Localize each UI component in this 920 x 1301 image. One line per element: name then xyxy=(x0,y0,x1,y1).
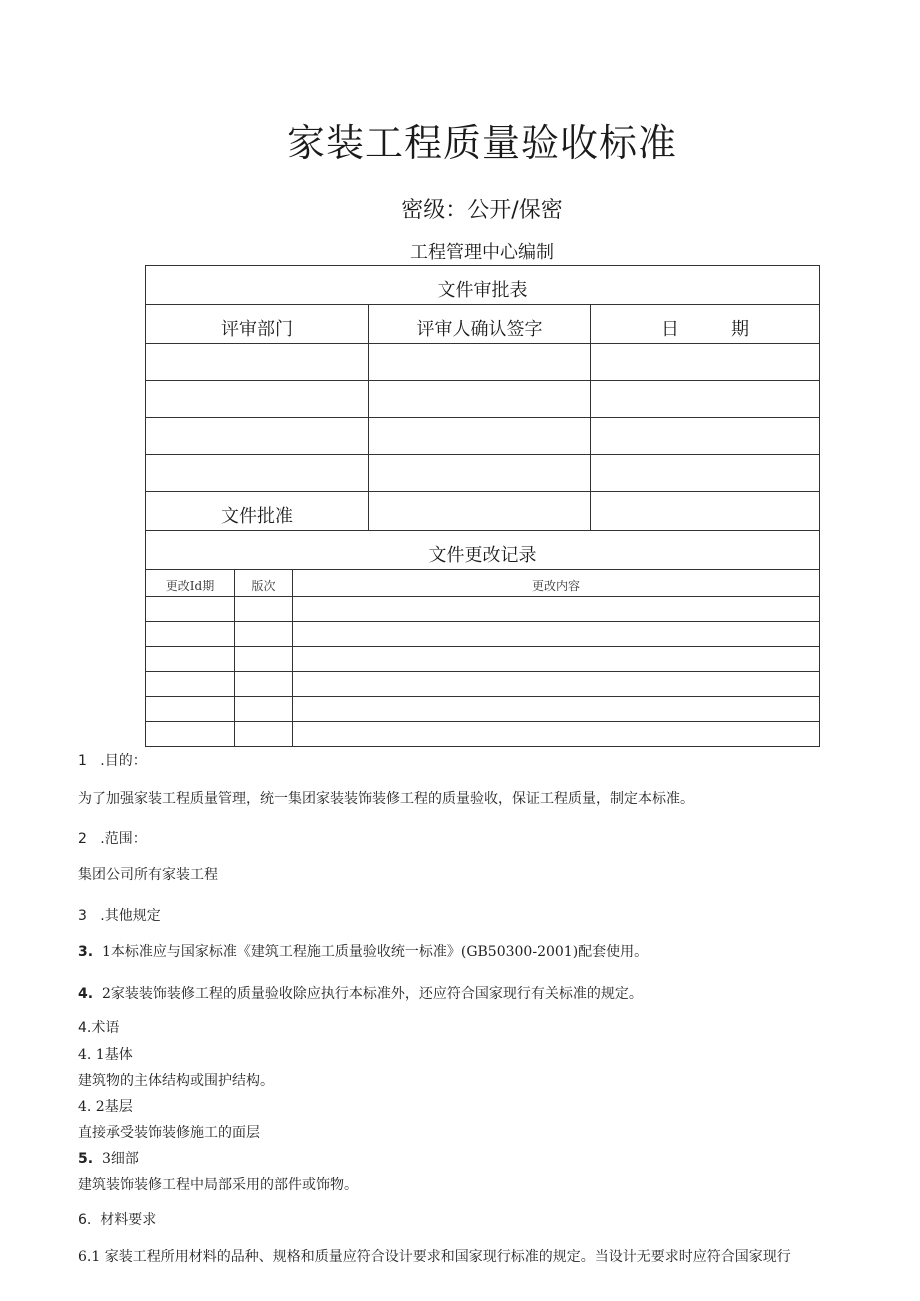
change-table-title: 文件更改记录 xyxy=(146,531,820,570)
term-4-3-text: 建筑装饰装修工程中局部采用的部件或饰物。 xyxy=(78,1177,358,1193)
change-header-row xyxy=(146,570,820,597)
approval-table-title: 文件审批表 xyxy=(146,266,820,305)
header-change-date: 更改Id期 xyxy=(146,570,235,597)
section-2-heading: 2 .范围： xyxy=(78,831,147,847)
term-4-2-text: 直接承受装饰装修施工的面层 xyxy=(78,1125,260,1141)
term-4-1-text: 建筑物的主体结构或围护结构。 xyxy=(78,1073,274,1089)
term-4-2: 4. 2基层 xyxy=(78,1099,133,1115)
header-signature: 评审人确认签字 xyxy=(369,305,591,344)
table-row xyxy=(146,344,820,381)
header-department: 评审部门 xyxy=(146,305,369,344)
section-1-heading: 1 .目的： xyxy=(78,753,147,769)
section-1-text: 为了加强家装工程质量管理，统一集团家装装饰装修工程的质量验收，保证工程质量，制定本标准。 xyxy=(78,791,694,807)
compiler-line: 工程管理中心编制 xyxy=(410,242,554,263)
header-date-char-1: 日 xyxy=(661,319,679,340)
approval-row xyxy=(146,492,820,531)
secrecy-level: 密级：公开/保密 xyxy=(401,198,563,223)
table-row xyxy=(146,697,820,722)
clause-6-1: 6.1 家装工程所用材料的品种、规格和质量应符合设计要求和国家现行标准的规定。当设计无要求时应符合国家现行 xyxy=(78,1249,791,1265)
term-4-3: 5. 3细部 xyxy=(78,1151,139,1167)
clause-3-1: 3. 1本标准应与国家标准《建筑工程施工质量验收统一标准》(GB50300-2001)配套使用。 xyxy=(78,944,649,960)
section-2-text: 集团公司所有家装工程 xyxy=(78,867,218,883)
table-row xyxy=(146,622,820,647)
table-row xyxy=(146,455,820,492)
table-row xyxy=(146,647,820,672)
header-date xyxy=(591,305,820,344)
term-4-1: 4. 1基体 xyxy=(78,1047,133,1063)
change-table-title-row xyxy=(146,531,820,570)
table-row xyxy=(146,381,820,418)
section-3-heading: 3 .其他规定 xyxy=(78,908,161,924)
approval-table-title-row xyxy=(146,266,820,305)
header-change-content: 更改内容 xyxy=(293,570,820,597)
table-row xyxy=(146,597,820,622)
change-record-table xyxy=(145,530,820,747)
approval-and-change-tables xyxy=(145,265,819,747)
table-row xyxy=(146,418,820,455)
section-4-heading: 4.术语 xyxy=(78,1020,120,1036)
approval-table xyxy=(145,265,820,531)
header-date-char-2: 期 xyxy=(731,319,749,340)
approval-header-row xyxy=(146,305,820,344)
table-row xyxy=(146,672,820,697)
document-title: 家装工程质量验收标准 xyxy=(286,121,677,165)
table-row xyxy=(146,722,820,747)
header-version: 版次 xyxy=(235,570,293,597)
section-6-heading: 6. 材料要求 xyxy=(78,1212,157,1228)
approval-label: 文件批准 xyxy=(146,492,369,531)
clause-3-2: 4. 2家装装饰装修工程的质量验收除应执行本标准外，还应符合国家现行有关标准的规定。 xyxy=(78,986,643,1002)
